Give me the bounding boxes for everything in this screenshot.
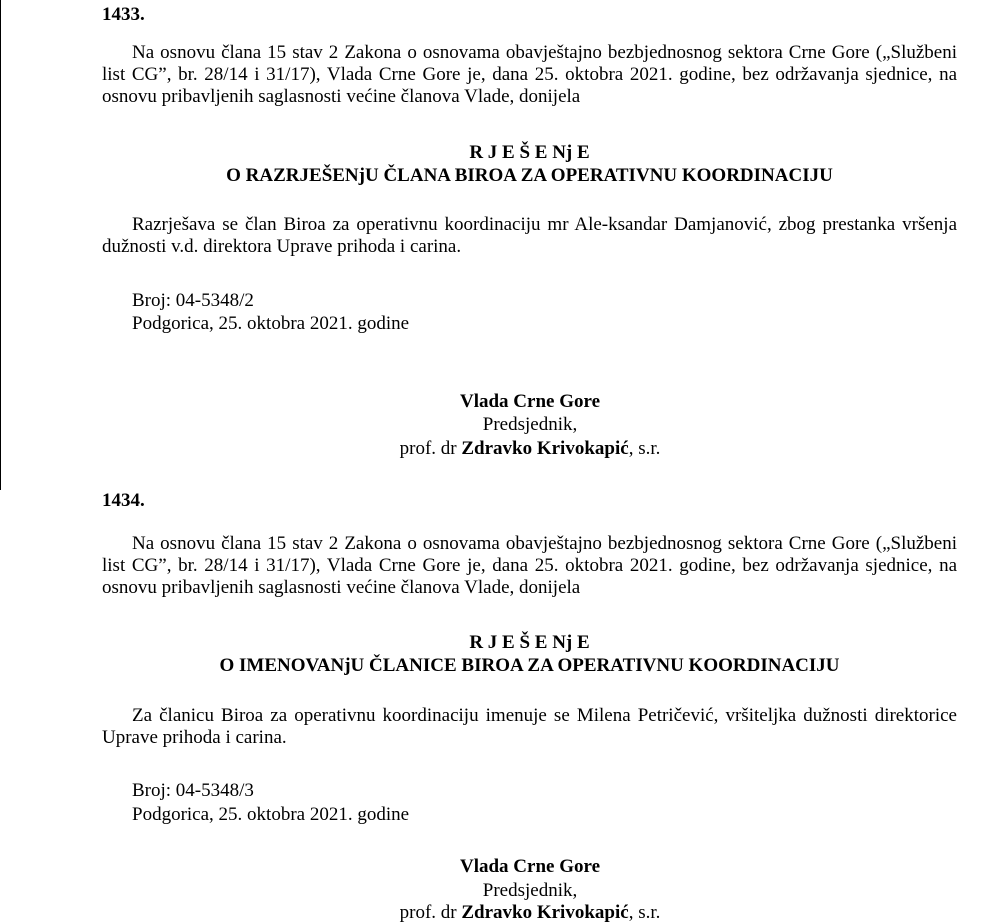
decision-place-date: Podgorica, 25. oktobra 2021. godine [132, 313, 410, 334]
decision-preamble: Na osnovu člana 15 stav 2 Zakona o osnovama obavještajno bezbjednosnog sektora Crne Gore („Službeni list CG”, br. 28/14 i 31/17), Vlada Crne Gore je, dana 25. oktobra 2021. godine, bez održavanja sjednice, na osnovu pribavljenih saglasnosti većine članova Vlade, donijela [102, 533, 957, 598]
signature-prefix: prof. dr [399, 902, 457, 923]
signature-organization: Vlada Crne Gore [459, 856, 601, 877]
decision-type-heading: R J E Š E Nj E [469, 142, 590, 163]
decision-place-date: Podgorica, 25. oktobra 2021. godine [132, 804, 410, 825]
signature-suffix: , s.r. [628, 438, 661, 459]
decision-title: O IMENOVANjU ČLANICE BIROA ZA OPERATIVNU KOORDINACIJU [219, 655, 840, 676]
signature-organization: Vlada Crne Gore [459, 391, 601, 412]
decision-title: O RAZRJEŠENjU ČLANA BIROA ZA OPERATIVNU KOORDINACIJU [226, 165, 833, 186]
decision-type-heading: R J E Š E Nj E [469, 632, 590, 653]
signature-name: Zdravko Krivokapić [461, 902, 629, 923]
signature-line [0, 902, 1000, 924]
signature-role: Predsjednik, [482, 880, 578, 901]
signature-line [0, 438, 1000, 460]
signature-role: Predsjednik, [482, 414, 578, 435]
decision-number: 1434. [102, 490, 145, 511]
signature-name: Zdravko Krivokapić [461, 438, 629, 459]
decision-reference-number: Broj: 04-5348/2 [132, 290, 254, 311]
decision-body: Za članicu Biroa za operativnu koordinaciju imenuje se Milena Petričević, vršiteljka dužnosti direktorice Uprave prihoda i carina. [102, 705, 957, 748]
decision-reference-number: Broj: 04-5348/3 [132, 780, 254, 801]
signature-prefix: prof. dr [399, 438, 457, 459]
decision-preamble: Na osnovu člana 15 stav 2 Zakona o osnovama obavještajno bezbjednosnog sektora Crne Gore („Službeni list CG”, br. 28/14 i 31/17), Vlada Crne Gore je, dana 25. oktobra 2021. godine, bez održavanja sjednice, na osnovu pribavljenih saglasnosti većine članova Vlade, donijela [102, 42, 957, 107]
decision-body: Razrješava se član Biroa za operativnu koordinaciju mr Ale-ksandar Damjanović, zbog prestanka vršenja dužnosti v.d. direktora Uprave prihoda i carina. [102, 214, 957, 257]
signature-suffix: , s.r. [628, 902, 661, 923]
decision-number: 1433. [102, 4, 145, 25]
